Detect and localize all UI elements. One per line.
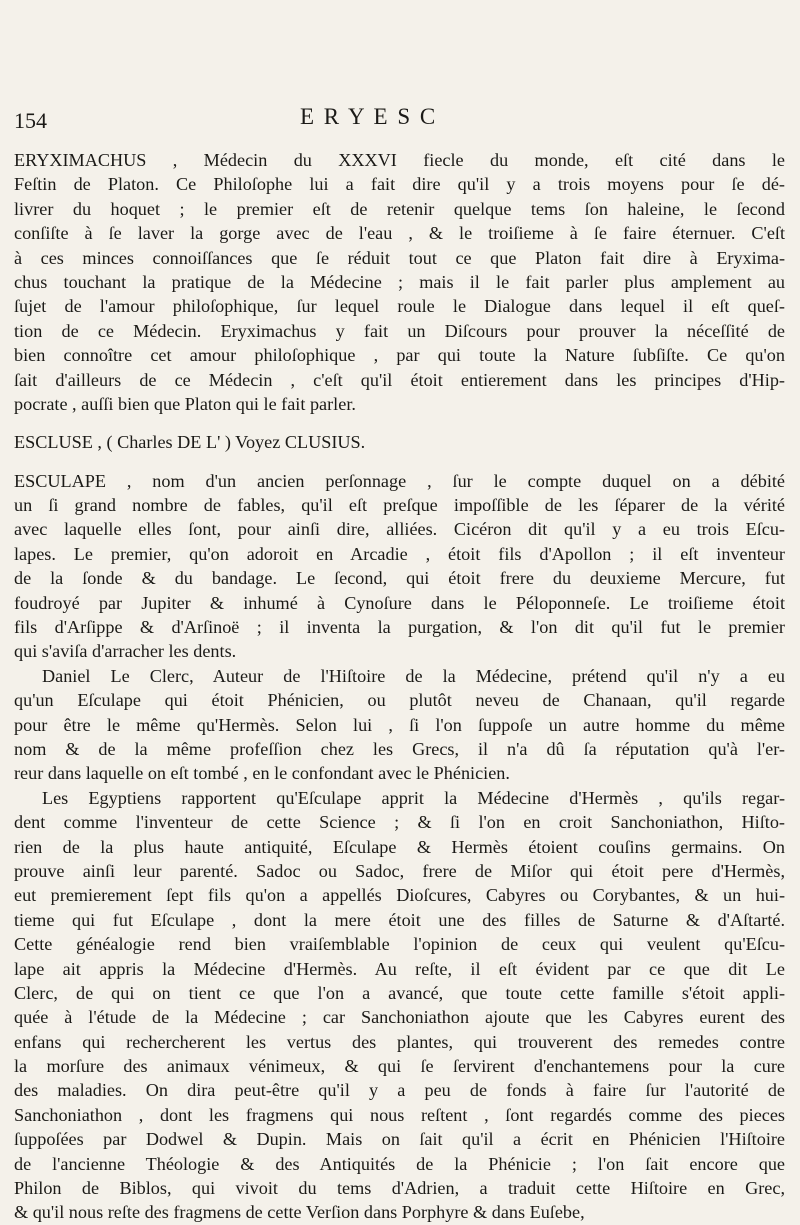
text-line: nom & de la même profeſſion chez les Grecs, il n'a dû ſa réputation qu'à l'er-	[14, 738, 785, 759]
text-line: quée à l'étude de la Médecine ; car Sanchoniathon ajoute que les Cabyres eurent des	[14, 1007, 785, 1028]
text-line: de l'ancienne Théologie & des Antiquités de la Phénicie ; l'on ſait encore que	[14, 1153, 785, 1174]
text-line: Clerc, de qui on tient ce que l'on a avancé, que toute cette famille s'étoit appli-	[14, 982, 785, 1003]
text-line: Philon de Biblos, qui vivoit du tems d'Adrien, a traduit cette Hiſtoire en Grec,	[14, 1178, 785, 1199]
text-line: ſuppoſées par Dodwel & Dupin. Mais on ſait qu'il a écrit en Phénicien l'Hiſtoire	[14, 1129, 785, 1150]
text-line: lapes. Le premier, qu'on adoroit en Arcadie , étoit fils d'Apollon ; il eſt inventeur	[14, 543, 785, 564]
text-line: Cette généalogie rend bien vraiſemblable l'opinion de ceux qui veulent qu'Eſcu-	[14, 934, 785, 955]
text-line: pour être le même qu'Hermès. Selon lui , ſi l'on ſuppoſe un autre homme du même	[14, 714, 785, 735]
text-line: ERYXIMACHUS , Médecin du XXXVI fiecle du monde, eſt cité dans le	[14, 150, 785, 170]
text-line: ſait d'ailleurs de ce Médecin , c'eſt qu'il étoit entierement dans les principes d'Hip-	[14, 369, 785, 390]
text-line: Sanchoniathon , dont les fragmens qui nous reſtent , ſont regardés comme des pieces	[14, 1104, 785, 1125]
text-line: fils d'Arſippe & d'Arſinoë ; il inventa la purgation, & l'on dit qu'il fut le premier	[14, 617, 785, 638]
text-line: des maladies. On dira peut-être qu'il y a peu de fonds à faire ſur l'autorité de	[14, 1080, 785, 1101]
page-body	[14, 148, 785, 1225]
text-line: ſujet de l'amour philoſophique, ſur lequel roule le Dialogue dans lequel il eſt queſ-	[14, 296, 785, 317]
page-header	[0, 104, 800, 138]
text-line: Les Egyptiens rapportent qu'Eſculape apprit la Médecine d'Hermès , qu'ils regar-	[42, 787, 785, 808]
article-esculape-paragraph-3	[14, 786, 785, 1225]
running-head: E R Y E S C	[300, 104, 438, 129]
text-line: bien connoître cet amour philoſophique , par qui toute la Nature ſubſiſte. Ce qu'on	[14, 345, 785, 366]
text-line: reur dans laquelle on eſt tombé , en le confondant avec le Phénicien.	[14, 763, 510, 784]
text-line: qu'un Eſculape qui étoit Phénicien, ou plutôt neveu de Chanaan, qu'il regarde	[14, 690, 785, 711]
text-line: rien de la plus haute antiquité, Eſculape & Hermès étoient couſins germains. On	[14, 836, 785, 857]
text-line: & qu'il nous reſte des fragmens de cette Verſion dans Porphyre & dans Euſebe,	[14, 1202, 585, 1223]
text-line: avec laquelle elles ſont, pour ainſi dire, alliées. Cicéron dit qu'il y a eu trois Eſcu-	[14, 519, 785, 540]
text-line: un ſi grand nombre de fables, qu'il eſt preſque impoſſible de les ſéparer de la vérité	[14, 495, 785, 516]
text-line: la morſure des animaux vénimeux, & qui ſe ſervirent d'enchantemens pour la cure	[14, 1056, 785, 1077]
article-eryximachus	[14, 148, 785, 416]
text-line: tion de ce Médecin. Eryximachus y fait un Diſcours pour prouver la néceſſité de	[14, 320, 785, 341]
text-line: livrer du hoquet ; le premier eſt de retenir quelque tems ſon haleine, le ſecond	[14, 198, 785, 219]
text-line: chus touchant la pratique de la Médecine ; mais il le fait parler plus amplement au	[14, 271, 785, 292]
text-line: enfans qui rechercherent les vertus des plantes, qui trouverent des remedes contre	[14, 1031, 785, 1052]
text-line: tieme qui fut Eſculape , dont la mere étoit une des filles de Saturne & d'Aſtarté.	[14, 909, 785, 930]
text-line: à ces minces connoiſſances que ſe réduit tout ce que Platon fait dire à Eryxima-	[14, 247, 785, 268]
text-line: lape ait appris la Médecine d'Hermès. Au reſte, il eſt évident par ce que dit Le	[14, 958, 785, 979]
text-line: dent comme l'inventeur de cette Science ; & ſi l'on en croit Sanchoniathon, Hiſto-	[14, 812, 785, 833]
text-line: de la ſonde & du bandage. Le ſecond, qui étoit frere du deuxieme Mercure, fut	[14, 568, 785, 589]
text-line: prouve ainſi leur parenté. Sadoc ou Sadoc, frere de Miſor qui étoit pere d'Hermès,	[14, 860, 785, 881]
text-line: Feſtin de Platon. Ce Philoſophe lui a fait dire qu'il y a trois moyens pour ſe dé-	[14, 174, 785, 195]
text-line: foudroyé par Jupiter & inhumé à Cynoſure dans le Péloponneſe. Le troiſieme étoit	[14, 592, 785, 613]
article-esculape-paragraph-2	[14, 664, 785, 786]
text-line: Daniel Le Clerc, Auteur de l'Hiſtoire de la Médecine, prétend qu'il n'y a eu	[42, 665, 785, 686]
text-line: ESCULAPE , nom d'un ancien perſonnage , ſur le compte duquel on a débité	[14, 470, 785, 491]
text-line: pocrate , auſſi bien que Platon qui le fait parler.	[14, 393, 356, 414]
article-escluse: ESCLUSE , ( Charles DE L' ) Voyez CLUSIUS.	[14, 432, 366, 453]
text-line: eut premierement ſept fils qu'on a appellés Dioſcures, Cabyres ou Corybantes, & un hui-	[14, 885, 785, 906]
article-esculape-paragraph-1	[14, 469, 785, 664]
page-number: 154	[14, 108, 47, 133]
text-line: conſiſte à ſe laver la gorge avec de l'eau , & le troiſieme à ſe faire éternuer. C'eſt	[14, 223, 785, 244]
text-line: qui s'aviſa d'arracher les dents.	[14, 641, 237, 662]
